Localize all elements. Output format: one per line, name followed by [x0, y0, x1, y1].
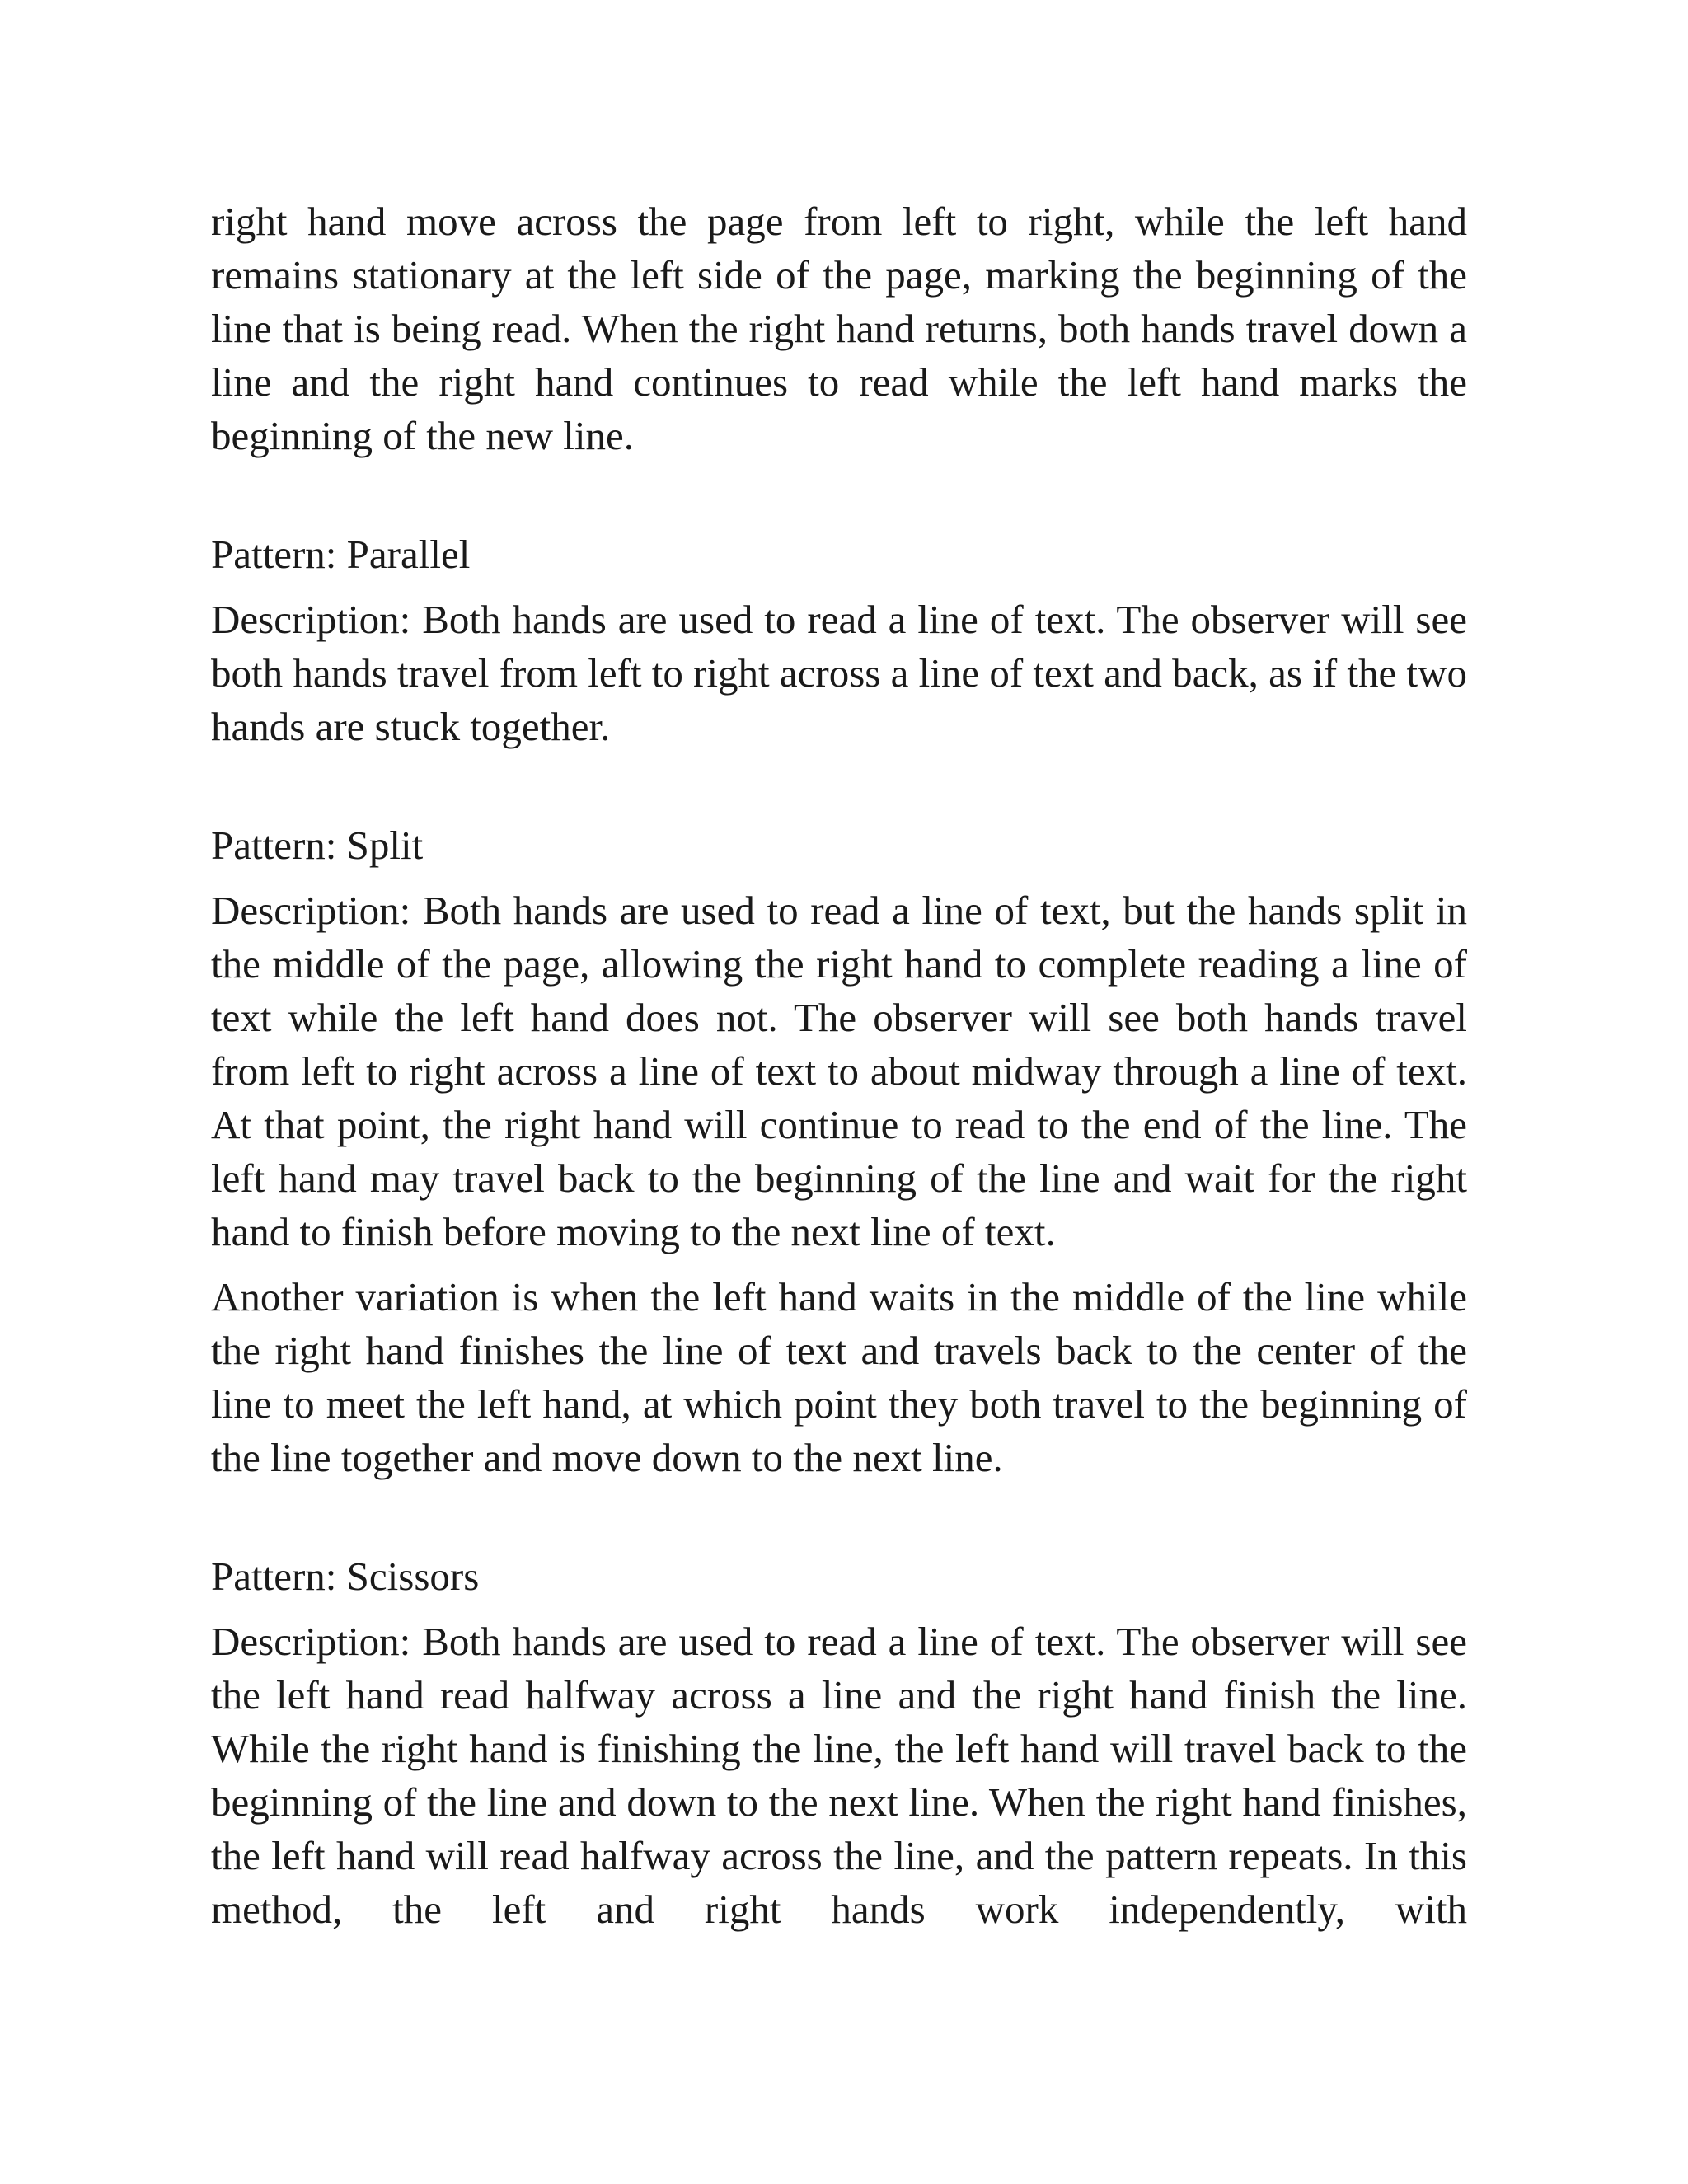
pattern-heading-parallel: Pattern: Parallel — [211, 532, 471, 577]
page-body — [211, 194, 1467, 1936]
scissors-description: Description: Both hands are used to read a line of text. The observer will see the left hand read halfway across a line and the right hand finish the line. While the right hand is finishing the line, the left hand will travel back to the beginning of the line and down to the next line. When the right hand finishes, the left hand will read halfway across the line, and the pattern repeats. In this method, the left and right hands work independently, with — [211, 1619, 1467, 1932]
split-variation-paragraph: Another variation is when the left hand waits in the middle of the line while the right hand finishes the line of text and travels back to the center of the line to meet the left hand, at which point they both travel to the beginning of the line together and move down to the next line. — [211, 1274, 1467, 1480]
pattern-heading-split: Pattern: Split — [211, 823, 424, 868]
continued-paragraph: right hand move across the page from left to right, while the left hand remains stationary at the left side of the page, marking the beginning of the line that is being read. When the right hand returns, both hands travel down a line and the right hand continues to read while the left hand marks the beginning of the new line. — [211, 199, 1467, 458]
parallel-description: Description: Both hands are used to read a line of text. The observer will see both hands travel from left to right across a line of text and back, as if the two hands are stuck together. — [211, 597, 1468, 749]
split-description: Description: Both hands are used to read a line of text, but the hands split in the middle of the page, allowing the right hand to complete reading a line of text while the left hand does not. The observer will see both hands travel from left to right across a line of text to about midway through a line of text. At that point, the right hand will continue to read to the end of the line. The left hand may travel back to the beginning of the line and wait for the right hand to finish before moving to the next line of text. — [211, 888, 1467, 1254]
pattern-heading-scissors: Pattern: Scissors — [211, 1554, 480, 1599]
